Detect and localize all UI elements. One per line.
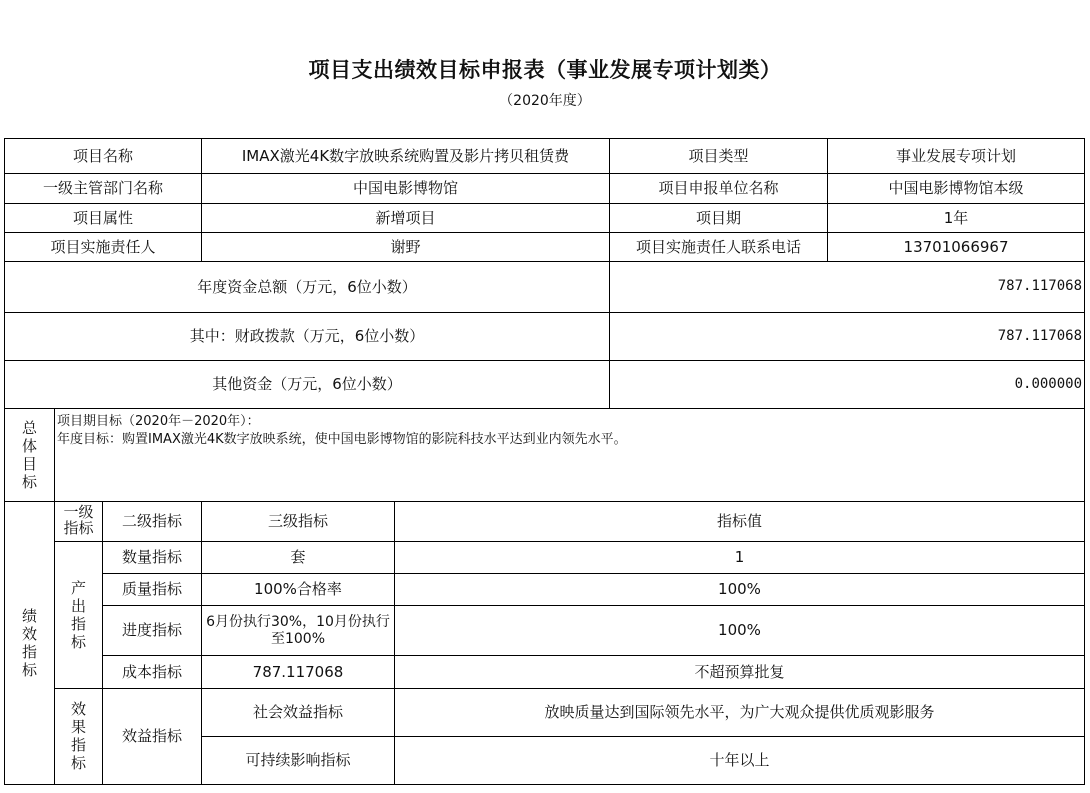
table-row: [5, 656, 1085, 689]
indicator-table: [4, 501, 1085, 785]
overall-goal-content: [55, 409, 1085, 502]
table-row: [5, 313, 1085, 361]
row-level3: 100%合格率: [202, 574, 395, 606]
vertical-label: 总体目标: [21, 418, 37, 491]
table-row: [5, 204, 1085, 233]
table-row: [5, 139, 1085, 174]
row-level2: 进度指标: [103, 606, 202, 656]
table-row: [5, 361, 1085, 409]
unit-label: 项目申报单位名称: [610, 174, 828, 204]
person-value: 谢野: [202, 233, 610, 262]
total-funds-label: 年度资金总额（万元，6位小数）: [5, 262, 610, 313]
row-level2: 成本指标: [103, 656, 202, 689]
benefit-value: 放映质量达到国际领先水平，为广大观众提供优质观影服务: [395, 689, 1085, 737]
phone-label: 项目实施责任人联系电话: [610, 233, 828, 262]
level2-header: 二级指标: [103, 502, 202, 542]
table-row: [5, 502, 1085, 542]
level1-header-text: 一级指标: [63, 503, 94, 537]
vertical-label: 效果指标: [70, 700, 86, 773]
table-row: [5, 233, 1085, 262]
benefit-value: 十年以上: [395, 737, 1085, 785]
project-name-label: 项目名称: [5, 139, 202, 174]
vertical-label: 产出指标: [70, 578, 86, 651]
project-type-value: 事业发展专项计划: [828, 139, 1085, 174]
phone-value: 13701066967: [828, 233, 1085, 262]
total-funds-value: 787.117068: [610, 262, 1085, 313]
row-value: 100%: [395, 606, 1085, 656]
period-goal-text: 项目期目标（2020年－2020年）：: [57, 414, 260, 429]
period-label: 项目期: [610, 204, 828, 233]
value-header: 指标值: [395, 502, 1085, 542]
row-level3: 6月份执行30%，10月份执行至100%: [202, 606, 395, 656]
dept-label: 一级主管部门名称: [5, 174, 202, 204]
row-value: 100%: [395, 574, 1085, 606]
row-value: 不超预算批复: [395, 656, 1085, 689]
table-row: [5, 574, 1085, 606]
benefit-level3: 社会效益指标: [202, 689, 395, 737]
output-indicator-label: [55, 542, 103, 689]
project-name-value: IMAX激光4K数字放映系统购置及影片拷贝租赁费: [202, 139, 610, 174]
vertical-label: 绩效指标: [21, 606, 37, 679]
period-value: 1年: [828, 204, 1085, 233]
annual-goal-text: 年度目标：购置IMAX激光4K数字放映系统，使中国电影博物馆的影院科技水平达到业内领先水平。: [57, 431, 627, 447]
fiscal-funds-label: 其中：财政拨款（万元，6位小数）: [5, 313, 610, 361]
table-row: [5, 174, 1085, 204]
benefit-indicator-label: 效益指标: [103, 689, 202, 785]
row-level2: 质量指标: [103, 574, 202, 606]
attr-label: 项目属性: [5, 204, 202, 233]
row-level3: 787.117068: [202, 656, 395, 689]
page-year: （2020年度）: [499, 93, 591, 109]
level1-header: [55, 502, 103, 542]
table-row: [5, 542, 1085, 574]
table-row: [5, 409, 1085, 502]
row-value: 1: [395, 542, 1085, 574]
report-table: [4, 138, 1085, 502]
person-label: 项目实施责任人: [5, 233, 202, 262]
table-row: [5, 262, 1085, 313]
effect-indicator-label: [55, 689, 103, 785]
performance-indicator-label: [5, 502, 55, 785]
level3-header: 三级指标: [202, 502, 395, 542]
other-funds-label: 其他资金（万元，6位小数）: [5, 361, 610, 409]
page-title: 项目支出绩效目标申报表（事业发展专项计划类）: [308, 58, 782, 82]
other-funds-value: 0.000000: [610, 361, 1085, 409]
table-row: [5, 606, 1085, 656]
row-level3: 套: [202, 542, 395, 574]
attr-value: 新增项目: [202, 204, 610, 233]
table-row: [5, 689, 1085, 737]
unit-value: 中国电影博物馆本级: [828, 174, 1085, 204]
dept-value: 中国电影博物馆: [202, 174, 610, 204]
row-level2: 数量指标: [103, 542, 202, 574]
project-type-label: 项目类型: [610, 139, 828, 174]
fiscal-funds-value: 787.117068: [610, 313, 1085, 361]
benefit-level3: 可持续影响指标: [202, 737, 395, 785]
overall-goal-label: [5, 409, 55, 502]
